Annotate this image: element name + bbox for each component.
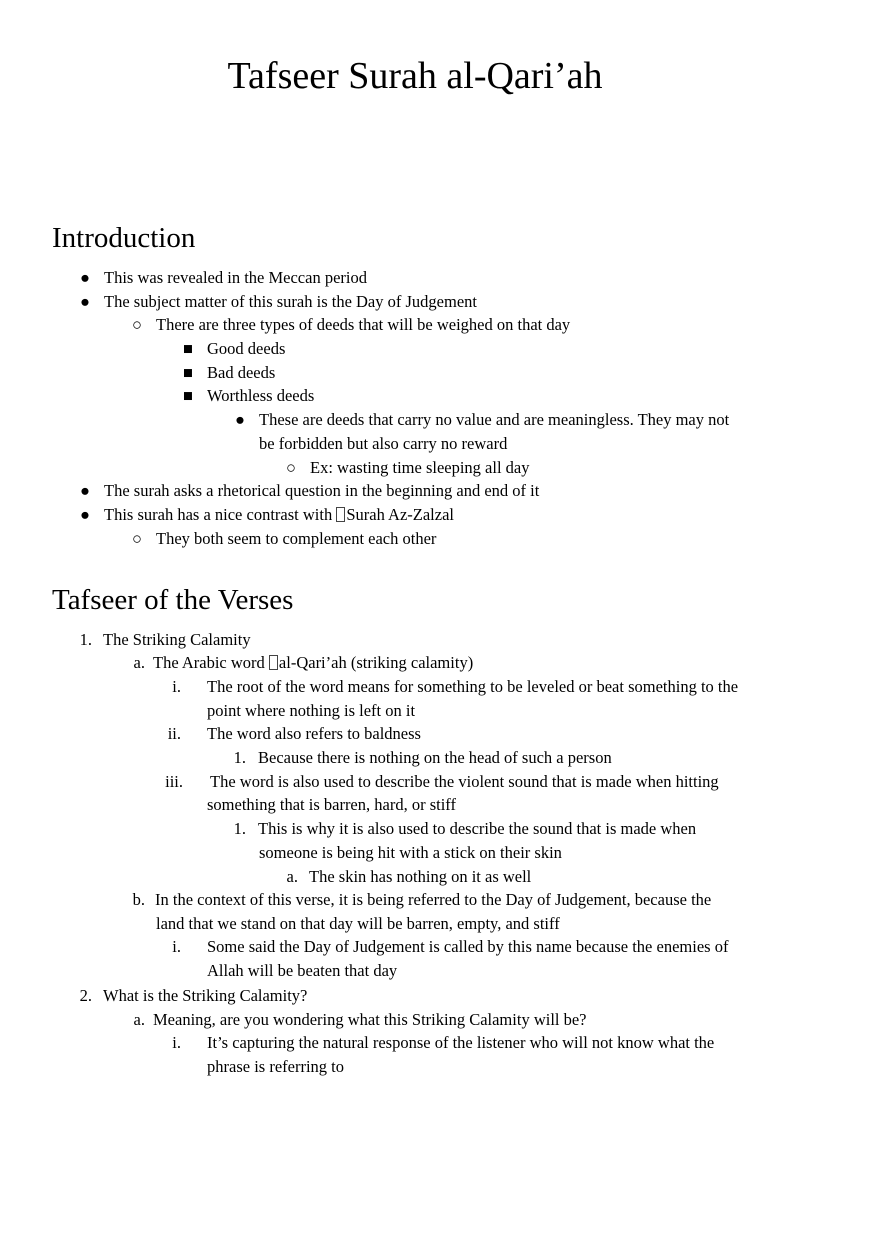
list-item: Good deeds: [207, 339, 286, 358]
bullet-marker: ●: [235, 410, 245, 429]
list-marker: 1.: [233, 819, 246, 838]
list-marker: iii.: [165, 772, 183, 791]
list-item-continuation: Allah will be beaten that day: [207, 961, 398, 980]
list-marker: b.: [132, 890, 145, 909]
list-marker: 2.: [79, 986, 92, 1005]
list-item: Meaning, are you wondering what this Striking Calamity will be?: [153, 1010, 587, 1029]
list-marker: ii.: [167, 724, 181, 743]
bullet-marker: ○: [286, 458, 296, 477]
list-marker: 1.: [233, 748, 246, 767]
list-item: The root of the word means for something to be leveled or beat something to the: [207, 677, 739, 696]
list-item: This was revealed in the Meccan period: [104, 268, 367, 287]
list-item: Bad deeds: [207, 363, 276, 382]
list-marker: 1.: [79, 630, 92, 649]
list-item: These are deeds that carry no value and are meaningless. They may not: [259, 410, 730, 429]
list-item-text: (striking calamity): [350, 653, 474, 672]
bullet-marker: ●: [80, 292, 90, 311]
list-item: They both seem to complement each other: [156, 529, 437, 548]
bullet-marker: ●: [80, 268, 90, 287]
bullet-marker: ○: [132, 315, 142, 334]
list-item: Ex: wasting time sleeping all day: [310, 458, 530, 477]
list-item: Because there is nothing on the head of such a person: [258, 748, 612, 767]
list-marker: i.: [172, 937, 181, 956]
bullet-marker: ●: [80, 505, 90, 524]
list-item: What is the Striking Calamity?: [103, 986, 308, 1005]
list-marker: a.: [286, 867, 298, 886]
list-item-text: This surah has a nice contrast with: [104, 505, 337, 524]
list-item: It’s capturing the natural response of the listener who will not know what the: [207, 1033, 715, 1052]
list-item-text: al-Qari’ah: [278, 653, 351, 672]
list-item: The word also refers to baldness: [207, 724, 421, 743]
list-item: [104, 503, 454, 527]
list-item-continuation: point where nothing is left on it: [207, 701, 416, 720]
list-item-text: Surah Az-Zalzal: [346, 505, 454, 524]
list-item-continuation: phrase is referring to: [207, 1057, 344, 1076]
list-item-text: The Arabic word: [153, 653, 269, 672]
list-item-continuation: be forbidden but also carry no reward: [259, 434, 508, 453]
list-item-continuation: something that is barren, hard, or stiff: [207, 795, 456, 814]
list-marker: a.: [133, 1010, 145, 1029]
list-item: The subject matter of this surah is the Day of Judgement: [104, 292, 477, 311]
list-item: The word is also used to describe the violent sound that is made when hitting: [210, 772, 719, 791]
list-marker: i.: [172, 677, 181, 696]
bullet-marker: ○: [132, 529, 142, 548]
section-heading-verses: Tafseer of the Verses: [52, 584, 294, 616]
bullet-marker: ■: [183, 363, 193, 382]
list-item: This is why it is also used to describe the sound that is made when: [258, 819, 697, 838]
list-item: Worthless deeds: [207, 386, 315, 405]
bullet-marker: ■: [183, 339, 193, 358]
list-marker: i.: [172, 1033, 181, 1052]
list-item: In the context of this verse, it is being referred to the Day of Judgement, because the: [155, 890, 712, 909]
missing-glyph-icon: [336, 507, 345, 522]
list-item: [153, 651, 473, 675]
list-item: The Striking Calamity: [103, 630, 251, 649]
bullet-marker: ■: [183, 386, 193, 405]
list-item-continuation: someone is being hit with a stick on their skin: [259, 843, 562, 862]
missing-glyph-icon: [269, 655, 278, 670]
list-marker: a.: [133, 653, 145, 672]
list-item-continuation: land that we stand on that day will be barren, empty, and stiff: [156, 914, 560, 933]
list-item: The skin has nothing on it as well: [309, 867, 532, 886]
bullet-marker: ●: [80, 481, 90, 500]
list-item: There are three types of deeds that will be weighed on that day: [156, 315, 571, 334]
document-title: Tafseer Surah al-Qari’ah: [227, 55, 603, 97]
section-heading-introduction: Introduction: [52, 222, 196, 254]
list-item: The surah asks a rhetorical question in the beginning and end of it: [104, 481, 540, 500]
list-item: Some said the Day of Judgement is called by this name because the enemies of: [207, 937, 729, 956]
